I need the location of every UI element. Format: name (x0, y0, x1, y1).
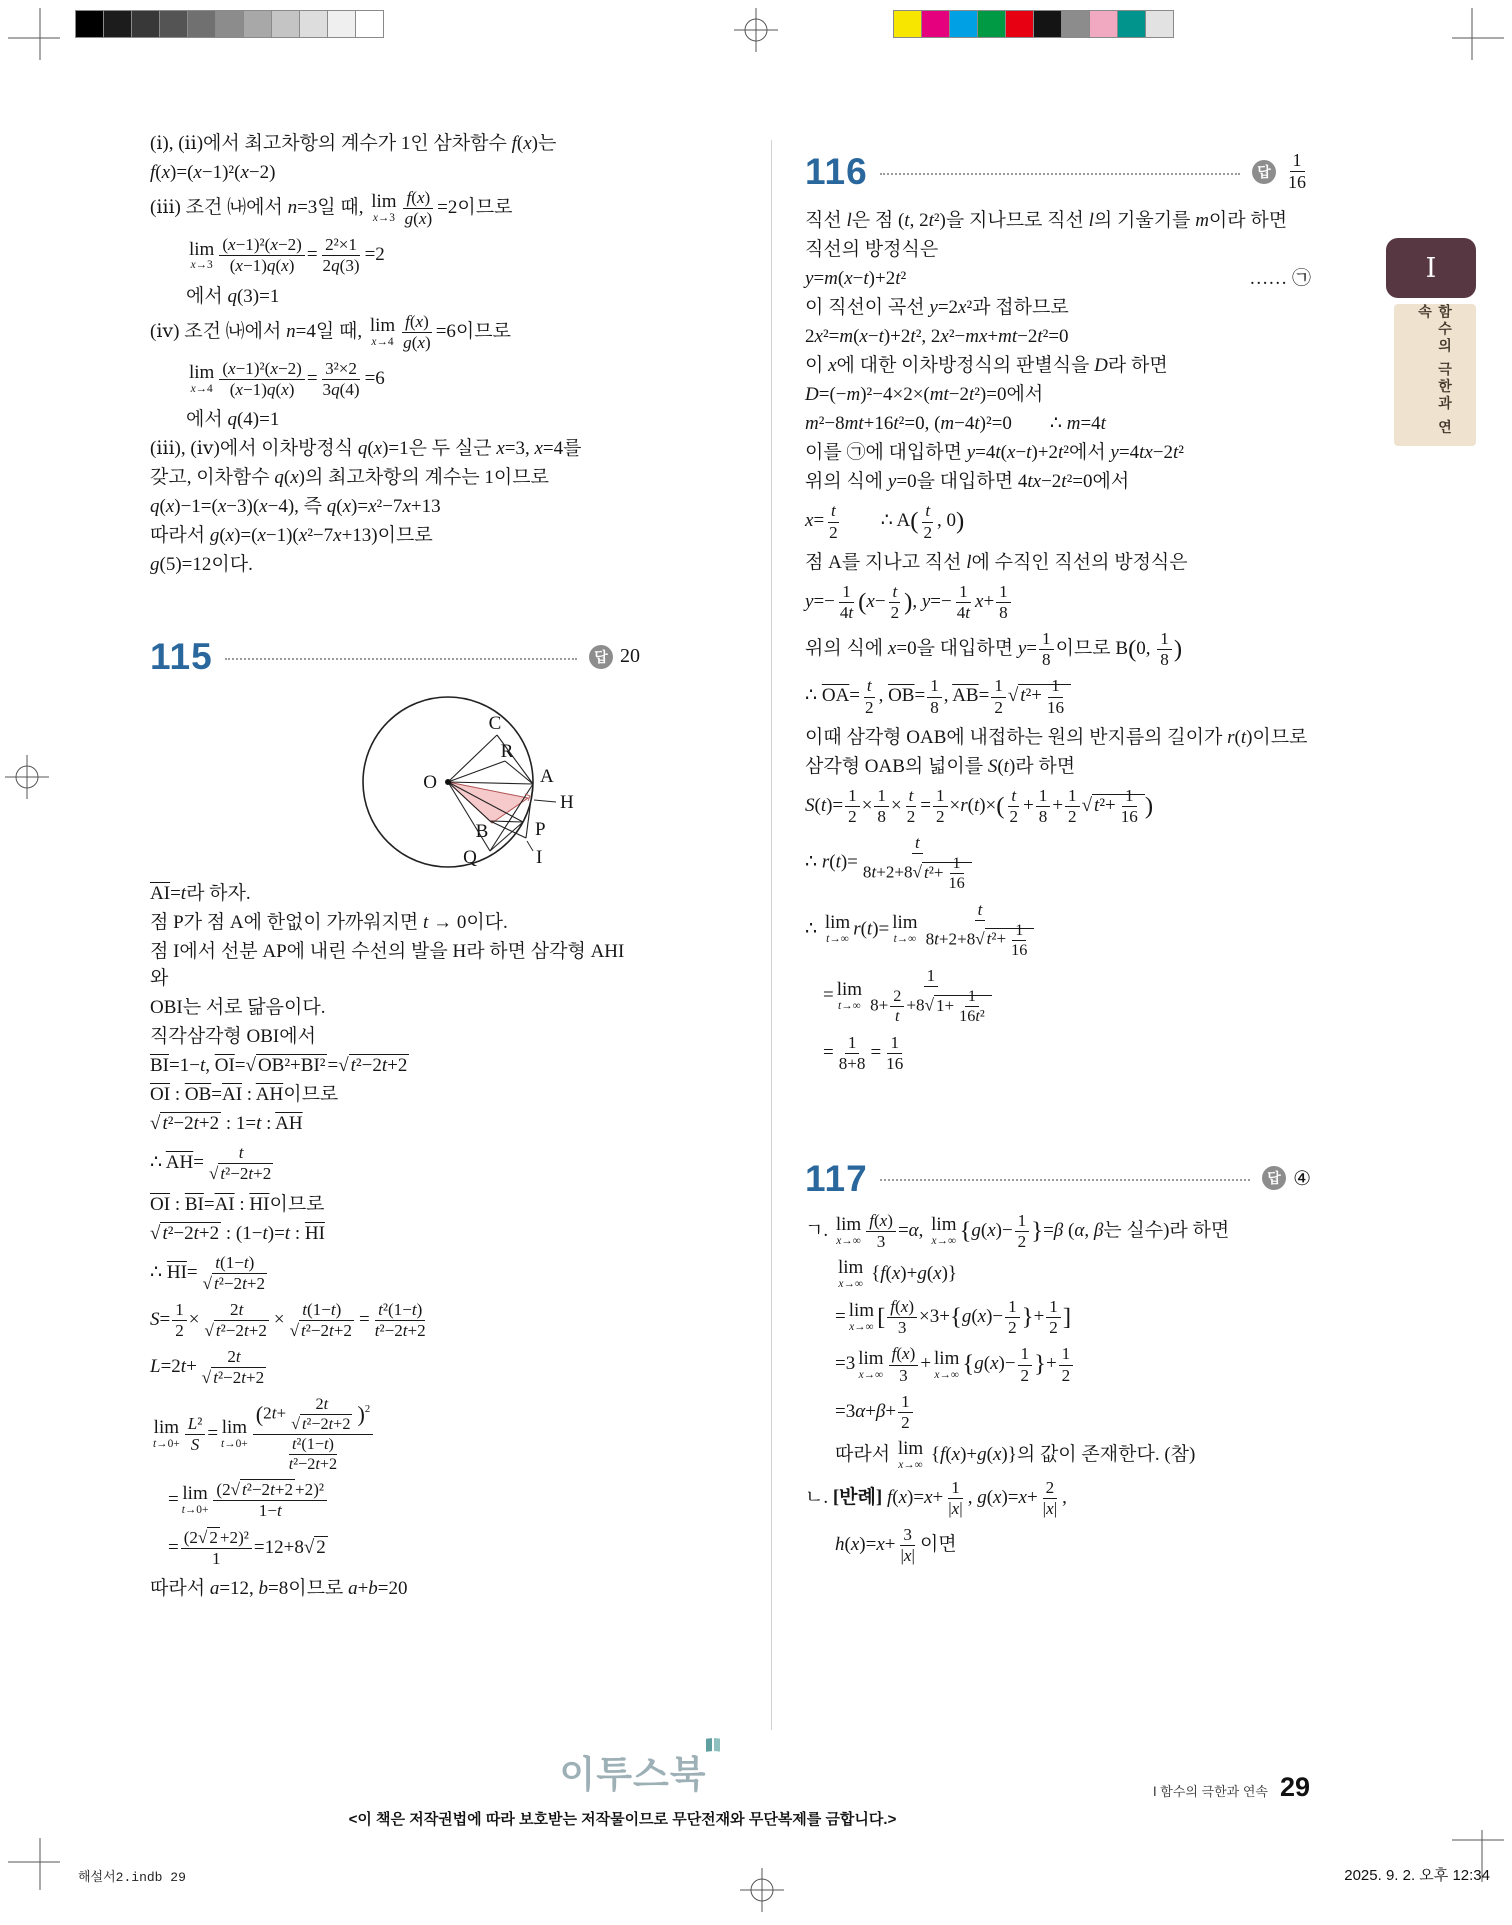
math-line: 이를 ㉠에 대입하면 y=4t(x−t)+2t²에서 y=4tx−2t² (805, 442, 1184, 464)
problem-117-solution (805, 1211, 1311, 1567)
math-line: 점 I에서 선분 AP에 내린 수선의 발을 H라 하면 삼각형 AHI와 (150, 941, 625, 990)
print-file-label: 해설서2.indb 29 (78, 1870, 186, 1885)
math-line: f(x)=(x−1)²(x−2) (150, 162, 276, 183)
label-I: I (536, 847, 543, 869)
label-C: C (488, 713, 502, 735)
calibration-swatch (131, 10, 160, 38)
calibration-swatch (1089, 10, 1118, 38)
label-B: B (475, 821, 489, 843)
chapter-footer-label: Ⅰ 함수의 극한과 연속 (1152, 1784, 1268, 1799)
math-line: = lim t→∞ 1 8+ $\frac{2}{t}$ +8√ 1+ $\frac{1}{\text{16t²}}$ (805, 966, 1311, 1027)
problem-number-116: 116 (805, 151, 868, 193)
label-P: P (535, 819, 546, 841)
color-calibration-strip (893, 10, 1173, 38)
problem-number-117: 117 (805, 1157, 868, 1199)
math-line: m²−8mt+16t²=0, (m−4t)²=0 ∴ m=4t (805, 413, 1106, 435)
math-line: h(x)=x+ $\frac{3}{|x|}$ 이면 (835, 1525, 957, 1566)
math-line: = lim t→0+ $\frac{\text{(2√ t²−2t+2 +2)²}}{1-t}$ (150, 1480, 640, 1521)
math-line: 이 x에 대한 이차방정식의 판별식을 D라 하면 (805, 355, 1168, 377)
math-line: S= $\frac{1}{2}$ × $\frac{2t}{\text{√ t²−2t+2}}$ × $\frac{t(1-t)}{\text{√ t²−2t+2}}$ = $\frac{\text{t²(1−t)}}{\text{t²−2t+2}}$ (150, 1299, 426, 1341)
math-line: 따라서 lim x→∞ {f(x)+g(x)}의 값이 존재한다. (참) (835, 1438, 1196, 1471)
math-line: S(t)= $\frac{1}{2}$ × $\frac{1}{8}$ × $\frac{t}{2}$ = $\frac{1}{2}$ ×r(t)×( $\frac{t}{2}$ + $\frac{1}{8}$ + $\frac{1}{2}$ √ t²+ $\frac{1}{16}$ ) (805, 785, 1154, 826)
answer-badge-icon: 답 (589, 645, 613, 669)
calibration-swatch (327, 10, 356, 38)
problem-115-header (150, 636, 640, 678)
answer-value-116: $\frac{1}{16}$ (1288, 150, 1306, 193)
label-A: A (540, 766, 554, 788)
math-line: ∴ $\overline{AH}=$ $\frac{t}{\text{√ t²−2t+2}}$ (150, 1143, 272, 1184)
calibration-swatch (1117, 10, 1146, 38)
math-line: (ⅳ) 조건 ㈏에서 n=4일 때, lim x→4 $\frac{f(x)}{g(x)}$ =6이므로 (150, 311, 511, 352)
math-line: 직각삼각형 OBI에서 (150, 1026, 316, 1048)
problem-number-115: 115 (150, 636, 213, 678)
math-line: lim t→0+ $\frac{\text{L²}}{S}$ = lim t→0+ (2t+ $\frac{2t}{\text{√ t²−2t+2}}$ )$^2$ $\frac{\text{t²(1−t)}}{\text{t²−2t+2}}$ (150, 1395, 640, 1475)
math-line: 갖고, 이차함수 q(x)의 최고차항의 계수는 1이므로 (150, 467, 549, 489)
chapter-tab-label (1394, 304, 1476, 446)
copyright-notice: <이 책은 저작권법에 따라 보호받는 저작물이므로 무단전재와 무단복제를 금합니다.> (348, 1811, 897, 1828)
math-line: ㄱ. lim x→∞ $\frac{f(x)}{3}$ =α, lim x→∞ {g(x)− $\frac{1}{2}$ }=β (α, β는 실수)라 하면 (805, 1210, 1230, 1251)
answer-value-117: ④ (1293, 1167, 1311, 1190)
problem-116-header (805, 150, 1311, 193)
calibration-swatch (1033, 10, 1062, 38)
math-line: (ⅲ) 조건 ㈏에서 n=3일 때, lim x→3 $\frac{f(x)}{g(x)}$ =2이므로 (150, 188, 513, 229)
calibration-swatch (1061, 10, 1090, 38)
answer-116 (1252, 150, 1311, 193)
chapter-tab-roman (1386, 238, 1476, 298)
math-line: 이 직선이 곡선 y=2x²과 접하므로 (805, 297, 1069, 319)
math-line: lim x→∞ {f(x)+g(x)} (838, 1257, 958, 1291)
answer-badge-icon: 답 (1262, 1166, 1286, 1190)
math-line: $\overline{OI}$ : $\overline{OB}=\overline{AI}$ : $\overline{AH}$이므로 (150, 1084, 339, 1106)
answer-117 (1262, 1166, 1311, 1191)
math-line: =3 lim x→∞ $\frac{f(x)}{3}$ + lim x→∞ {g(x)− $\frac{1}{2}$ }+ $\frac{1}{2}$ (805, 1344, 1311, 1385)
math-line: √ t²−2t+2 : (1−t)=t : $\overline{HI}$ (150, 1222, 325, 1244)
figure-labels (423, 713, 574, 868)
math-line: 에서 q(3)=1 (186, 285, 280, 307)
chapter-roman-numeral: Ⅰ (1425, 252, 1437, 283)
chapter-label-text: 함수의 극한과 연속 (1417, 304, 1453, 437)
print-timestamp: 2025. 9. 2. 오후 12:34 (1344, 1867, 1490, 1884)
math-line: 따라서 g(x)=(x−1)(x²−7x+13)이므로 (150, 525, 433, 547)
dotted-rule (225, 658, 577, 660)
math-line: $\overline{AI}=t$라 하자. (150, 883, 251, 905)
math-line: q(x)−1=(x−3)(x−4), 즉 q(x)=x²−7x+13 (150, 496, 441, 518)
math-line: ∴ lim t→∞ r(t)= lim t→∞ t 8t+2+8√ t²+ $\frac{1}{16}$ (805, 900, 1311, 961)
math-line: x= $\frac{t}{2}$ ∴ A( $\frac{t}{2}$ , 0) (805, 501, 965, 542)
math-line: = lim x→∞ [ $\frac{f(x)}{3}$ ×3+{g(x)− $\frac{1}{2}$ }+ $\frac{1}{2}$ ] (835, 1297, 1072, 1338)
book-icon (704, 1736, 722, 1754)
math-line: ∴ $\overline{OA}=$ $\frac{t}{2}$ , $\overline{OB}=$ $\frac{1}{8}$ , $\overline{AB}=$ $\frac{1}{2}$ √ t²+ $\frac{1}{16}$ (805, 676, 1311, 717)
math-line: =3α+β+ $\frac{1}{2}$ (805, 1392, 1311, 1433)
dotted-rule (880, 173, 1240, 175)
math-line: ∴ $\overline{HI}=$ $\frac{t(1-t)}{\text{√ t²−2t+2}}$ (150, 1252, 266, 1293)
problem-115-solution (150, 880, 640, 1602)
math-line: 삼각형 OAB의 넓이를 S(t)라 하면 (805, 755, 1076, 777)
publisher-logo-text: 이투스북 (559, 1754, 707, 1795)
answer-115 (589, 645, 640, 669)
math-line: √ t²−2t+2 : 1=t : $\overline{AH}$ (150, 1113, 303, 1135)
math-line: = $\frac{\text{(2√ 2 +2)²}}{1}$ =12+8√ 2 (168, 1527, 326, 1568)
calibration-swatch (103, 10, 132, 38)
math-line: (ⅲ), (ⅳ)에서 이차방정식 q(x)=1은 두 실근 x=3, x=4를 (150, 438, 582, 460)
answer-value-115: 20 (620, 645, 640, 668)
calibration-swatch (949, 10, 978, 38)
publisher-logo (538, 1744, 728, 1798)
page-number: 29 (1279, 1772, 1310, 1802)
calibration-swatch (893, 10, 922, 38)
math-line: 점 A를 지나고 직선 l에 수직인 직선의 방정식은 (805, 551, 1188, 573)
math-line: ㄴ. [반례] f(x)=x+ $\frac{1}{|x|}$ , g(x)=x+ $\frac{2}{|x|}$ , (805, 1477, 1067, 1519)
math-line: $\overline{OI}$ : $\overline{BI}=\overline{AI}$ : $\overline{HI}$이므로 (150, 1193, 325, 1215)
math-line: 점 P가 점 A에 한없이 가까워지면 t → 0이다. (150, 912, 508, 934)
calibration-swatch (271, 10, 300, 38)
point-O-dot (445, 779, 451, 785)
calibration-swatch (1145, 10, 1174, 38)
calibration-swatch (299, 10, 328, 38)
math-line: = $\frac{1}{8+8}$ = $\frac{1}{16}$ (823, 1032, 904, 1073)
math-line: 에서 q(4)=1 (186, 409, 280, 431)
grayscale-calibration-strip (75, 10, 383, 38)
calibration-swatch (1005, 10, 1034, 38)
math-line: lim x→3 $\frac{\text{(x−1)²(x−2)}}{(x-1)q(x)}$ = $\frac{\text{2²×1}}{2q(3)}$ =2 (189, 235, 385, 276)
column-divider (771, 140, 772, 1730)
math-line: y=m(x−t)+2t² …… ㉠ (805, 268, 1311, 290)
math-line: $\overline{BI}=1-t$, $\overline{OI}=√$ $OB^2+\overline{BI}^2$ =√ t²−2t+2 (150, 1055, 408, 1077)
problem-117-header (805, 1157, 1311, 1199)
math-line: (ⅰ), (ⅱ)에서 최고차항의 계수가 1인 삼차함수 f(x)는 (150, 133, 557, 154)
math-line: 직선 l은 점 (t, 2t²)을 지나므로 직선 l의 기울기를 m이라 하면 (805, 210, 1288, 232)
label-Q: Q (463, 847, 477, 869)
math-line: OBI는 서로 닮음이다. (150, 997, 326, 1019)
math-line: 이때 삼각형 OAB에 내접하는 원의 반지름의 길이가 r(t)이므로 (805, 726, 1308, 748)
calibration-swatch (75, 10, 104, 38)
calibration-swatch (215, 10, 244, 38)
label-O: O (423, 772, 437, 794)
calibration-swatch (977, 10, 1006, 38)
previous-problem-solution (150, 130, 640, 578)
right-column (805, 150, 1311, 1573)
label-R: R (500, 741, 514, 763)
calibration-swatch (355, 10, 384, 38)
calibration-swatch (921, 10, 950, 38)
left-column (150, 128, 640, 1604)
math-line: y=− $\frac{1}{4t}$ (x− $\frac{t}{2}$ ), y=− $\frac{1}{4t}$ x+ $\frac{1}{8}$ (805, 582, 1311, 623)
math-line: D=(−m)²−4×2×(mt−2t²)=0에서 (805, 384, 1044, 406)
problem-116-solution (805, 207, 1311, 1073)
math-line: 따라서 a=12, b=8이므로 a+b=20 (150, 1577, 408, 1599)
math-line: g(5)=12이다. (150, 554, 253, 576)
calibration-swatch (187, 10, 216, 38)
calibration-swatch (243, 10, 272, 38)
dotted-rule (880, 1179, 1250, 1181)
math-line: lim x→4 $\frac{\text{(x−1)²(x−2)}}{(x-1)q(x)}$ = $\frac{\text{3²×2}}{3q(4)}$ =6 (189, 358, 385, 400)
chapter-footer (1153, 1772, 1310, 1803)
label-H: H (560, 792, 574, 814)
math-line: L=2t+ $\frac{2t}{\text{√ t²−2t+2}}$ (150, 1347, 265, 1388)
math-line: 위의 식에 x=0을 대입하면 y= $\frac{1}{8}$ 이므로 B(0, $\frac{1}{8}$ ) (805, 629, 1183, 670)
math-line: 위의 식에 y=0을 대입하면 4tx−2t²=0에서 (805, 471, 1130, 493)
math-line: 2x²=m(x−t)+2t², 2x²−mx+mt−2t²=0 (805, 326, 1069, 348)
calibration-swatch (159, 10, 188, 38)
math-line: ∴ r(t)= t 8t+2+8√ t²+ $\frac{1}{16}$ (805, 833, 1311, 894)
answer-badge-icon: 답 (1252, 160, 1276, 184)
problem-115-figure (150, 689, 640, 874)
math-line: 직선의 방정식은 (805, 239, 939, 261)
